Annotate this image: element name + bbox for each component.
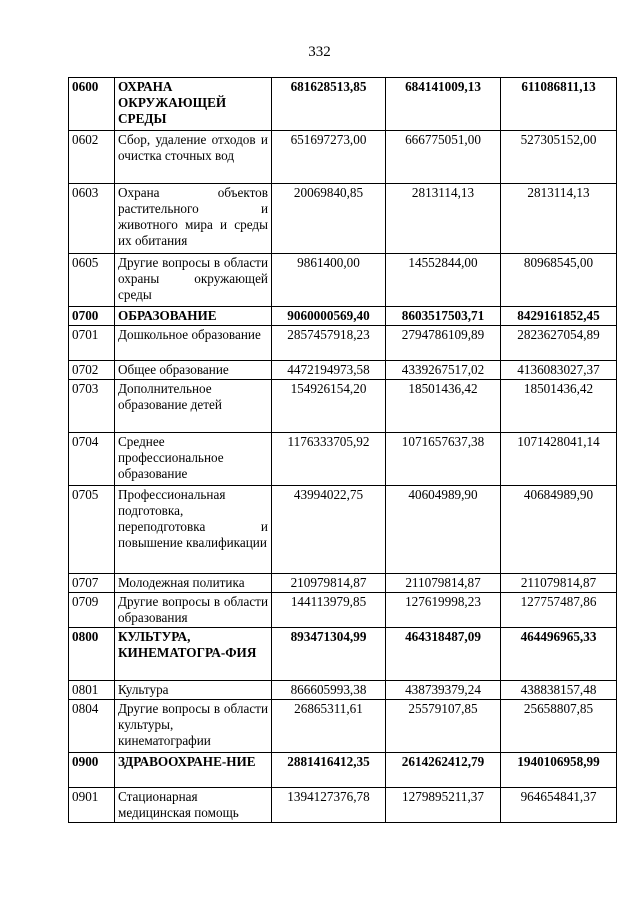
- row-value-2: 211079814,87: [386, 574, 501, 593]
- row-value-2: 4339267517,02: [386, 361, 501, 380]
- budget-table-body: [69, 78, 617, 823]
- row-value-1: 893471304,99: [272, 628, 386, 681]
- row-name: ЗДРАВООХРАНЕ-НИЕ: [115, 753, 272, 788]
- row-value-2: 2794786109,89: [386, 326, 501, 361]
- row-value-3: 1071428041,14: [501, 433, 617, 486]
- row-name: Охрана объектов растительного и животного мира и среды их обитания: [115, 184, 272, 254]
- row-value-2: 1071657637,38: [386, 433, 501, 486]
- row-value-1: 651697273,00: [272, 131, 386, 184]
- row-name: Дошкольное образование: [115, 326, 272, 361]
- row-value-2: 464318487,09: [386, 628, 501, 681]
- row-name: Другие вопросы в области образования: [115, 593, 272, 628]
- table-row: [69, 78, 617, 131]
- row-code: 0704: [69, 433, 115, 486]
- row-code: 0801: [69, 681, 115, 700]
- table-row: [69, 361, 617, 380]
- table-row: [69, 486, 617, 574]
- row-value-3: 2813114,13: [501, 184, 617, 254]
- row-value-3: 4136083027,37: [501, 361, 617, 380]
- row-name: Общее образование: [115, 361, 272, 380]
- table-row: [69, 184, 617, 254]
- row-code: 0600: [69, 78, 115, 131]
- row-value-1: 1394127376,78: [272, 788, 386, 823]
- row-value-3: 80968545,00: [501, 254, 617, 307]
- row-name: Культура: [115, 681, 272, 700]
- table-row: [69, 753, 617, 788]
- row-value-3: 18501436,42: [501, 380, 617, 433]
- row-value-2: 2614262412,79: [386, 753, 501, 788]
- row-value-2: 18501436,42: [386, 380, 501, 433]
- table-row: [69, 131, 617, 184]
- table-row: [69, 433, 617, 486]
- row-value-3: 211079814,87: [501, 574, 617, 593]
- row-value-1: 681628513,85: [272, 78, 386, 131]
- row-name: Стационарная медицинская помощь: [115, 788, 272, 823]
- page-number: 332: [308, 44, 331, 60]
- row-value-3: 964654841,37: [501, 788, 617, 823]
- row-value-1: 20069840,85: [272, 184, 386, 254]
- row-name: Среднее профессиональное образование: [115, 433, 272, 486]
- row-value-1: 866605993,38: [272, 681, 386, 700]
- row-value-2: 25579107,85: [386, 700, 501, 753]
- row-value-3: 2823627054,89: [501, 326, 617, 361]
- row-value-3: 40684989,90: [501, 486, 617, 574]
- table-row: [69, 380, 617, 433]
- row-name: Сбор, удаление отходов и очистка сточных вод: [115, 131, 272, 184]
- row-value-3: 1940106958,99: [501, 753, 617, 788]
- row-name: ОХРАНА ОКРУЖАЮЩЕЙ СРЕДЫ: [115, 78, 272, 131]
- row-value-1: 2857457918,23: [272, 326, 386, 361]
- row-value-2: 666775051,00: [386, 131, 501, 184]
- row-value-1: 1176333705,92: [272, 433, 386, 486]
- row-code: 0700: [69, 307, 115, 326]
- table-row: [69, 593, 617, 628]
- row-value-3: 127757487,86: [501, 593, 617, 628]
- row-value-3: 527305152,00: [501, 131, 617, 184]
- row-name: Молодежная политика: [115, 574, 272, 593]
- row-value-3: 438838157,48: [501, 681, 617, 700]
- row-value-1: 4472194973,58: [272, 361, 386, 380]
- table-row: [69, 681, 617, 700]
- row-value-1: 2881416412,35: [272, 753, 386, 788]
- row-value-2: 127619998,23: [386, 593, 501, 628]
- row-value-3: 25658807,85: [501, 700, 617, 753]
- table-row: [69, 254, 617, 307]
- row-code: 0800: [69, 628, 115, 681]
- row-value-2: 8603517503,71: [386, 307, 501, 326]
- row-value-3: 8429161852,45: [501, 307, 617, 326]
- row-name: Другие вопросы в области охраны окружающей среды: [115, 254, 272, 307]
- row-name: Профессиональная подготовка, переподготовка и повышение квалификации: [115, 486, 272, 574]
- row-code: 0702: [69, 361, 115, 380]
- row-value-1: 43994022,75: [272, 486, 386, 574]
- row-code: 0603: [69, 184, 115, 254]
- table-row: [69, 326, 617, 361]
- row-value-3: 464496965,33: [501, 628, 617, 681]
- table-row: [69, 574, 617, 593]
- row-value-3: 611086811,13: [501, 78, 617, 131]
- table-row: [69, 700, 617, 753]
- row-code: 0707: [69, 574, 115, 593]
- row-value-2: 1279895211,37: [386, 788, 501, 823]
- row-name: Дополнительное образование детей: [115, 380, 272, 433]
- row-code: 0901: [69, 788, 115, 823]
- table-row: [69, 307, 617, 326]
- row-value-2: 684141009,13: [386, 78, 501, 131]
- row-name: ОБРАЗОВАНИЕ: [115, 307, 272, 326]
- row-value-1: 144113979,85: [272, 593, 386, 628]
- table-row: [69, 628, 617, 681]
- row-code: 0703: [69, 380, 115, 433]
- row-value-2: 40604989,90: [386, 486, 501, 574]
- row-value-1: 154926154,20: [272, 380, 386, 433]
- row-code: 0605: [69, 254, 115, 307]
- row-value-1: 210979814,87: [272, 574, 386, 593]
- row-code: 0804: [69, 700, 115, 753]
- row-value-1: 9861400,00: [272, 254, 386, 307]
- table-row: [69, 788, 617, 823]
- row-name: КУЛЬТУРА, КИНЕМАТОГРА-ФИЯ: [115, 628, 272, 681]
- row-code: 0602: [69, 131, 115, 184]
- row-code: 0900: [69, 753, 115, 788]
- row-code: 0701: [69, 326, 115, 361]
- row-code: 0705: [69, 486, 115, 574]
- budget-table: [68, 77, 617, 823]
- row-name: Другие вопросы в области культуры, кинематографии: [115, 700, 272, 753]
- row-value-2: 14552844,00: [386, 254, 501, 307]
- row-value-2: 438739379,24: [386, 681, 501, 700]
- row-value-2: 2813114,13: [386, 184, 501, 254]
- row-value-1: 26865311,61: [272, 700, 386, 753]
- row-value-1: 9060000569,40: [272, 307, 386, 326]
- row-code: 0709: [69, 593, 115, 628]
